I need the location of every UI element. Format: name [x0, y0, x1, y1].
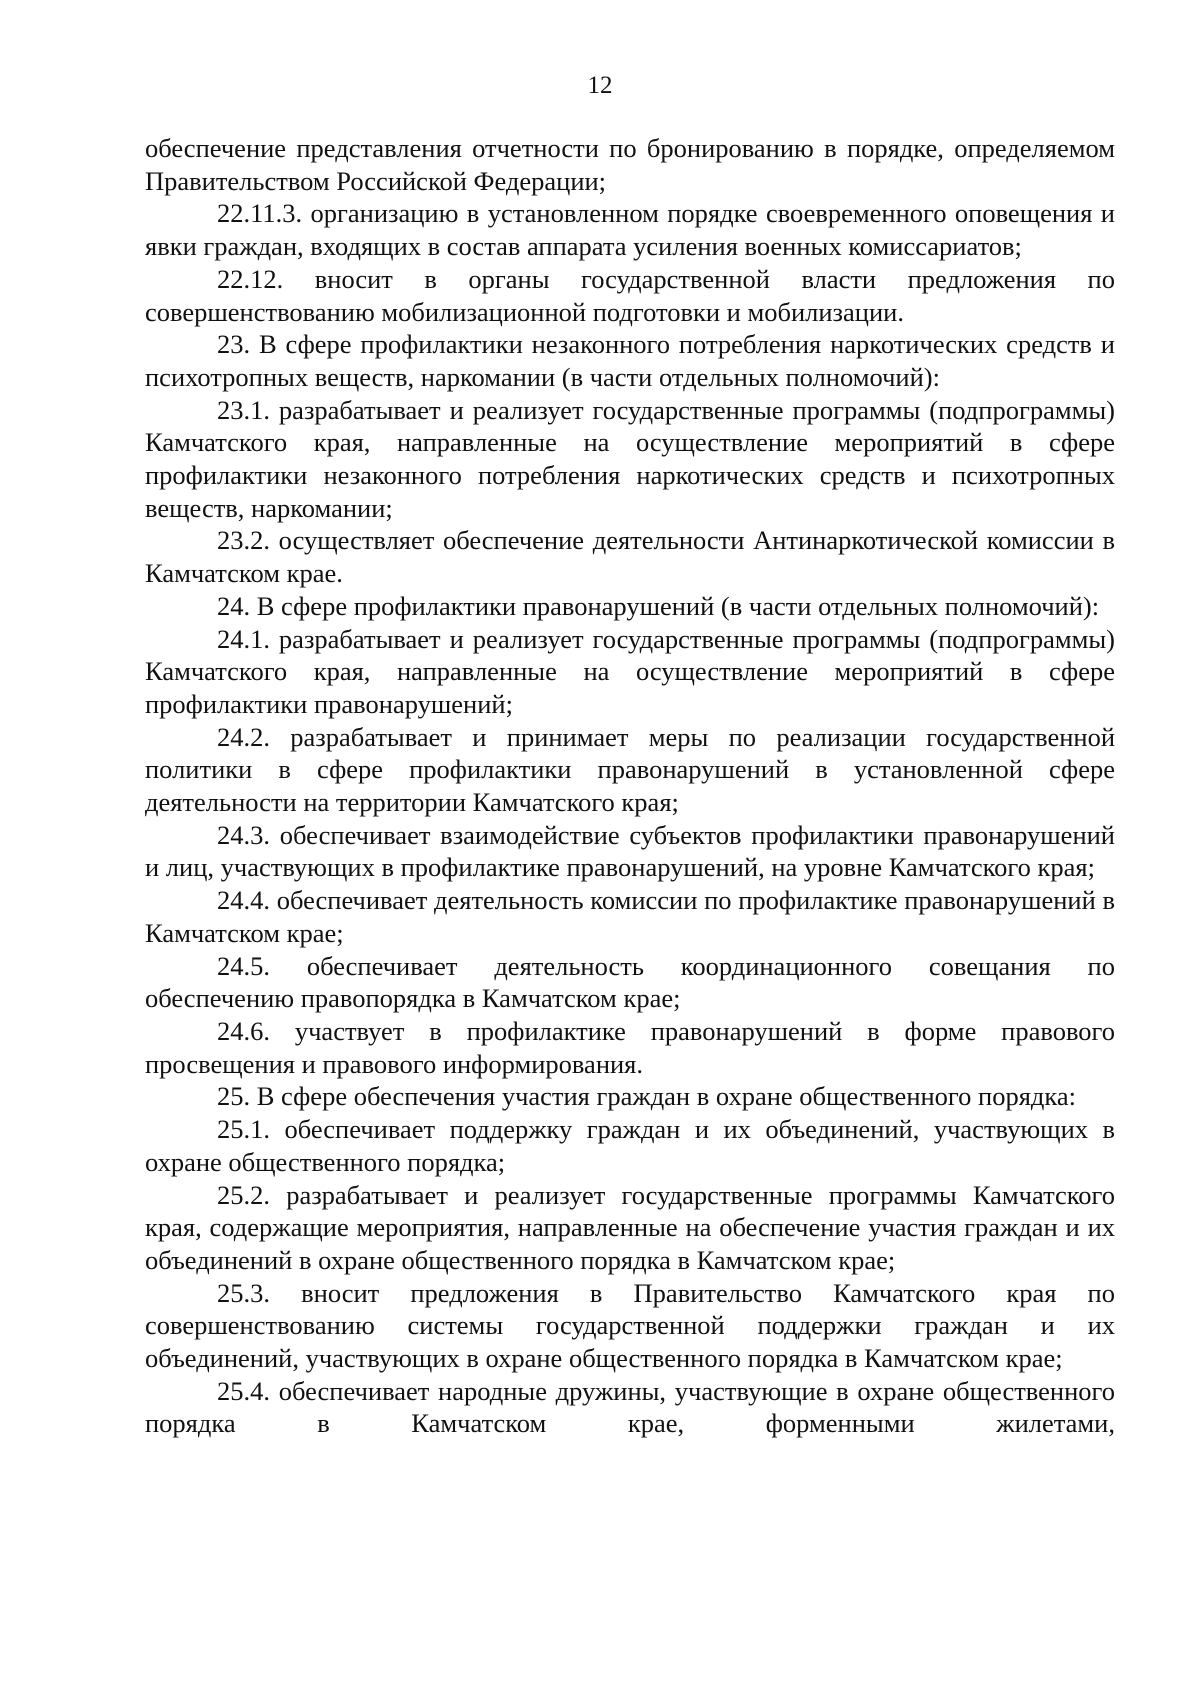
paragraph-24-3: 24.3. обеспечивает взаимодействие субъектов профилактики правонарушений и лиц, участвующих в профилактике правонарушений, на уровне Камчатского края;	[145, 819, 1115, 883]
paragraph-25-4: 25.4. обеспечивает народные дружины, участвующие в охране общественного порядка в Камчатском крае, форменными жилетами,	[145, 1375, 1115, 1439]
paragraph-23: 23. В сфере профилактики незаконного потребления наркотических средств и психотропных веществ, наркомании (в части отдельных полномочий):	[145, 329, 1115, 392]
paragraph-24-4: 24.4. обеспечивает деятельность комиссии по профилактике правонарушений в Камчатском крае;	[145, 885, 1115, 948]
document-body	[145, 132, 1115, 1440]
page-number: 12	[587, 72, 613, 99]
paragraph-continuation: обеспечение представления отчетности по бронированию в порядке, определяемом Правительством Российской Федерации;	[145, 133, 1115, 196]
paragraph-22-11-3: 22.11.3. организацию в установленном порядке своевременного оповещения и явки граждан, входящих в состав аппарата усиления военных комиссариатов;	[145, 198, 1115, 262]
paragraph-25-3: 25.3. вносит предложения в Правительство Камчатского края по совершенствованию системы государственной поддержки граждан и их объединений, участвующих в охране общественного порядка в Камчатском крае;	[145, 1277, 1115, 1374]
paragraph-23-1: 23.1. разрабатывает и реализует государственные программы (подпрограммы) Камчатского края, направленные на осуществление мероприятий в сфере профилактики незаконного потребления наркотических средств и психотропных веществ, наркомании;	[145, 394, 1115, 523]
paragraph-22-12: 22.12. вносит в органы государственной власти предложения по совершенствованию мобилизационной подготовки и мобилизации.	[145, 263, 1115, 327]
paragraph-24-1: 24.1. разрабатывает и реализует государственные программы (подпрограммы) Камчатского края, направленные на осуществление мероприятий в сфере профилактики правонарушений;	[145, 623, 1115, 719]
paragraph-24-6: 24.6. участвует в профилактике правонарушений в форме правового просвещения и правового информирования.	[145, 1015, 1115, 1079]
paragraph-25: 25. В сфере обеспечения участия граждан в охране общественного порядка:	[217, 1081, 1076, 1112]
paragraph-24: 24. В сфере профилактики правонарушений (в части отдельных полномочий):	[217, 590, 1100, 621]
paragraph-25-2: 25.2. разрабатывает и реализует государственные программы Камчатского края, содержащие мероприятия, направленные на обеспечение участия граждан и их объединений в охране общественного порядка в Камчатском крае;	[145, 1179, 1115, 1275]
paragraph-24-2: 24.2. разрабатывает и принимает меры по реализации государственной политики в сфере профилактики правонарушений в установленной сфере деятельности на территории Камчатского края;	[145, 721, 1115, 818]
paragraph-24-5: 24.5. обеспечивает деятельность координационного совещания по обеспечению правопорядка в Камчатском крае;	[145, 950, 1115, 1014]
paragraph-23-2: 23.2. осуществляет обеспечение деятельности Антинаркотической комиссии в Камчатском крае.	[145, 525, 1115, 589]
paragraph-25-1: 25.1. обеспечивает поддержку граждан и их объединений, участвующих в охране общественного порядка;	[145, 1114, 1115, 1177]
